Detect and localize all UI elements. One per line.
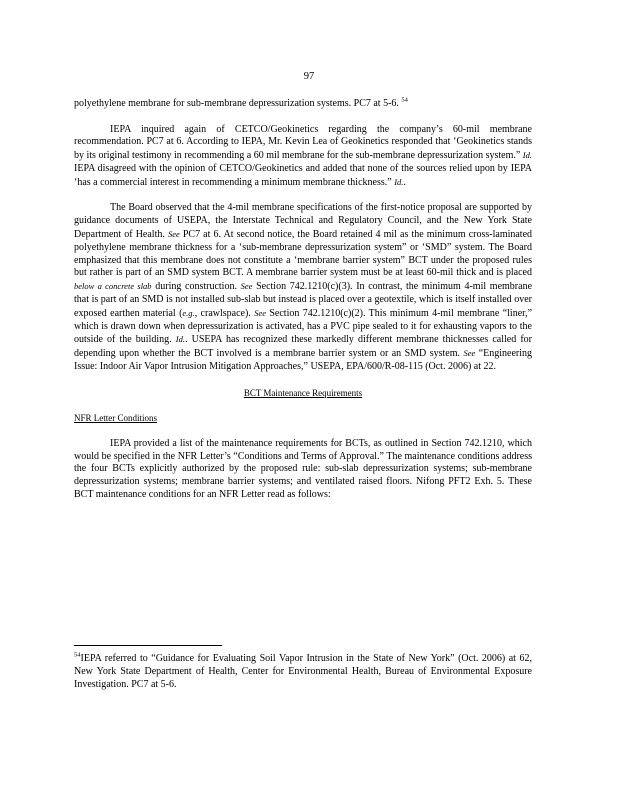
citation-italic: Id. — [394, 176, 404, 187]
citation-italic: below a concrete slab — [74, 281, 152, 292]
section-heading-text: BCT Maintenance Requirements — [243, 387, 363, 398]
paragraph-maintenance — [74, 438, 532, 502]
paragraph-iepa-inquiry — [74, 124, 532, 190]
paragraph-text: during construction. — [155, 281, 237, 293]
section-heading — [74, 387, 532, 400]
paragraph-board-observed — [74, 202, 532, 373]
subsection-heading-text: NFR Letter Conditions — [74, 413, 157, 424]
paragraph-text: polyethylene membrane for sub-membrane depressurization systems. PC7 at 5-6. — [74, 98, 399, 109]
paragraph-text: Section 742.1210(c)(2). This minimum 4-mil membrane “liner,” which is drawn down when depressurization is activated, has a PVC pipe sealed to it for exhausting vapors to the outside of the building. — [74, 307, 533, 346]
citation-italic: Id. — [522, 150, 532, 161]
paragraph-text: IEPA disagreed with the opinion of CETCO/Geokinetics and added that none of the sources relied upon by IEPA ‘has a commercial interest in recommending a minimum membrane thickness.” — [74, 162, 532, 188]
paragraph-text: The Board observed that the 4-mil membrane specifications of the first-notice proposal are supported by guidance documents of USEPA, the Interstate Technical and Regulatory Council, and the New York State Department of Health. — [74, 202, 532, 240]
footnote-reference: 54 — [401, 96, 408, 104]
citation-italic: See — [167, 228, 180, 239]
citation-italic: See — [240, 281, 253, 292]
footnote-number: 54 — [74, 651, 81, 659]
paragraph-continuation — [74, 98, 532, 111]
citation-italic: See — [463, 348, 476, 359]
footnote-text: IEPA referred to “Guidance for Evaluating Soil Vapor Intrusion in the State of New York” (Oct. 2006) at 62, New York State Department of Health, Center for Environmental Health, Bureau of Environmental Exposure Investigation. PC7 at 5-6. — [74, 653, 532, 690]
paragraph-text: PC7 at 6. At second notice, the Board retained 4 mil as the minimum cross-laminated polyethylene membrane thickness for a ‘sub-membrane depressurization system” or ‘SMD” system. The Board emphasized that this membrane does not constitute a ‘membrane barrier system” BCT under the proposed rules but rather is part of an SMD system BCT. A membrane barrier system must be at least 60-mil thick and is placed — [74, 228, 533, 279]
paragraph-text: . USEPA has recognized these markedly different membrane thicknesses called for depending upon whether the BCT involved is a membrane barrier system or an SMD system. — [74, 334, 533, 360]
paragraph-text: IEPA inquired again of CETCO/Geokinetics regarding the company’s 60-mil membrane recommendation. PC7 at 6. According to IEPA, Mr. Kevin Lea of Geokinetics responded that ‘Geokinetics stands by its original testimony in recommending a 60 mil membrane for the sub-membrane depressurization system.” — [74, 123, 532, 162]
citation-italic: See — [254, 307, 266, 318]
footnote-divider — [74, 645, 222, 646]
paragraph-text: Section 742.1210(c)(3). In contrast, the minimum 4-mil membrane that is part of an SMD is not installed sub-slab but instead is placed over a geotextile, which is itself installed over exposed earthen material ( — [74, 281, 533, 319]
paragraph-text: IEPA provided a list of the maintenance requirements for BCTs, as outlined in Section 742.1210, which would be specified in the NFR Letter’s “Conditions and Terms of Approval.” The maintenance conditions address the four BCTs explicitly authorized by the proposed rule: sub-slab depressurization systems; sub-membrane depressurization systems; membrane barrier systems; and ventilated raised floors. Nifong PFT2 Exh. 5. These BCT maintenance conditions for an NFR Letter read as follows: — [74, 437, 532, 500]
paragraph-text: “Engineering Issue: Indoor Air Vapor Intrusion Mitigation Approaches,” USEPA, EPA/600/R-08-115 (Oct. 2006) at 22. — [74, 348, 533, 372]
paragraph-text: , crawlspace). — [194, 307, 251, 319]
citation-italic: e.g. — [182, 307, 195, 318]
subsection-heading — [74, 412, 532, 425]
page-number: 97 — [303, 71, 315, 82]
citation-italic: Id. — [175, 334, 186, 345]
paragraph-text: . — [403, 176, 406, 188]
body-text — [74, 98, 532, 502]
footnote — [74, 653, 532, 691]
